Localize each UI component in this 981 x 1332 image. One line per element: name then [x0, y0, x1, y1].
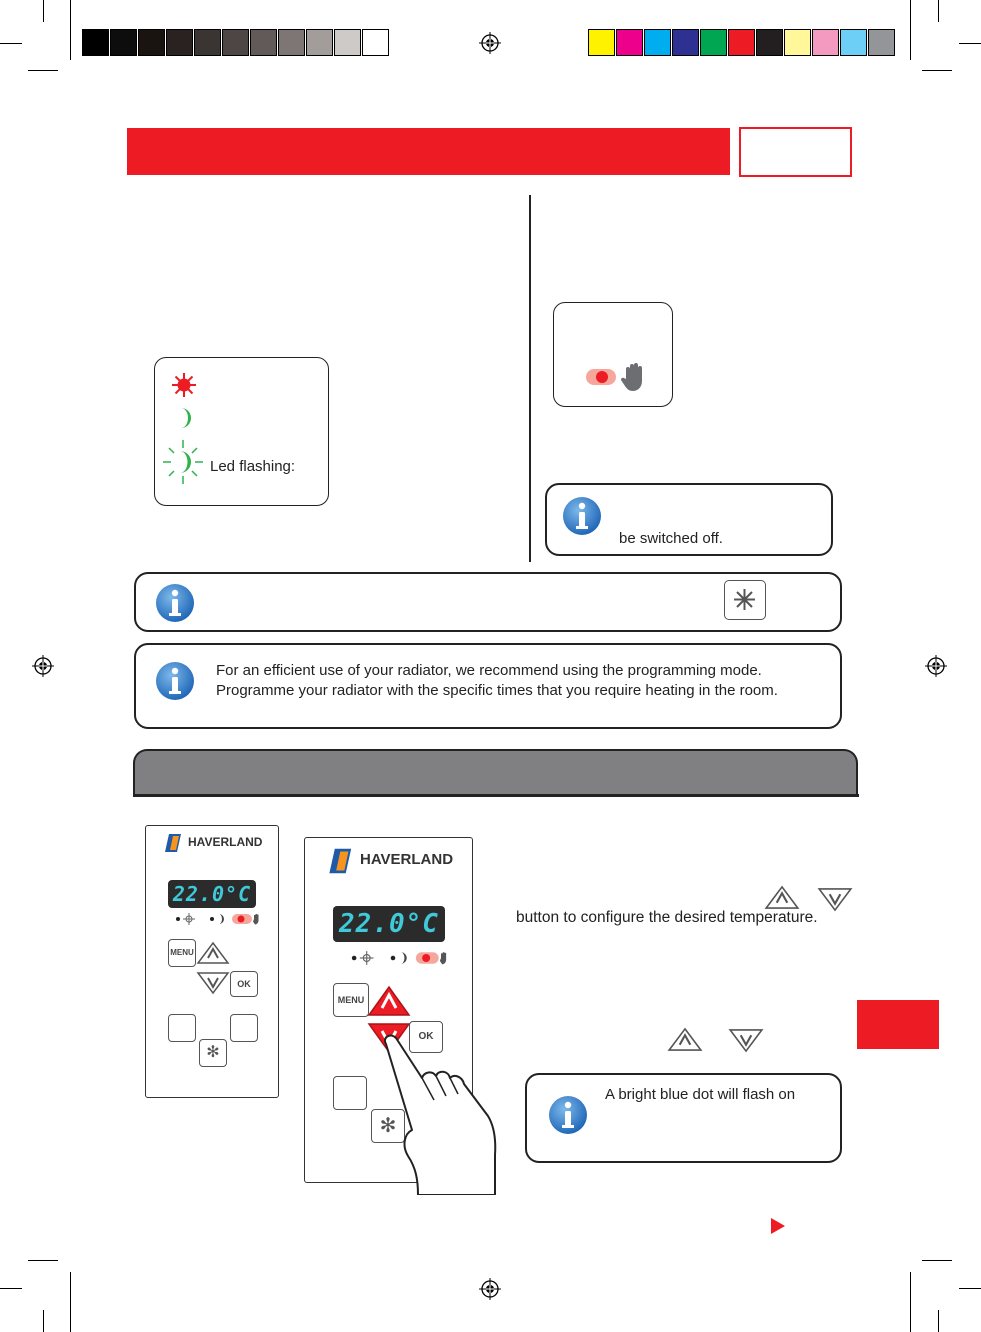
crop-mark [28, 1260, 58, 1261]
crop-mark [0, 1288, 22, 1289]
section-header-underline [133, 794, 859, 797]
section-header-bar [133, 749, 858, 796]
crop-mark [910, 0, 911, 60]
color-swatch [840, 29, 867, 56]
crop-mark [28, 70, 58, 71]
color-swatch [194, 29, 221, 56]
crop-mark [959, 1288, 981, 1289]
side-page-tab [857, 1000, 939, 1049]
color-swatch [82, 29, 109, 56]
registration-mark-icon [479, 1278, 501, 1300]
frost-button-icon [724, 580, 766, 620]
info-icon [155, 661, 195, 701]
color-swatch [672, 29, 699, 56]
color-swatch [306, 29, 333, 56]
crop-mark [959, 43, 981, 44]
moon-led-flashing-icon [161, 438, 205, 486]
mode-leds-icon [341, 950, 461, 966]
crop-mark [922, 1260, 952, 1261]
ok-button[interactable]: OK [409, 1021, 443, 1053]
brand-name: HAVERLAND [188, 835, 263, 849]
crop-mark [922, 70, 952, 71]
color-swatch [756, 29, 783, 56]
header-bar [127, 128, 730, 175]
manual-mode-box [553, 302, 673, 407]
led-legend-box [154, 357, 329, 506]
color-swatch [222, 29, 249, 56]
down-arrow-button-icon [817, 886, 853, 913]
down-arrow-button-icon [728, 1027, 764, 1054]
crop-mark [938, 0, 939, 22]
crop-mark [43, 0, 44, 22]
crop-mark [43, 1310, 44, 1332]
frost-button-small[interactable]: ✻ [199, 1039, 227, 1067]
up-arrow-button-icon [667, 1026, 703, 1053]
up-arrow-button-icon [764, 884, 800, 911]
temperature-display: 22.0°C [333, 906, 445, 942]
programming-info-line2: Programme your radiator with the specific times that you require heating in the room. [216, 682, 778, 699]
haverland-logo-icon [165, 832, 185, 854]
crop-mark [70, 0, 71, 60]
menu-button[interactable]: MENU [333, 983, 369, 1017]
manual-button-small[interactable] [230, 1014, 258, 1042]
pointing-hand-icon [378, 1030, 498, 1195]
menu-button-small[interactable]: MENU [168, 939, 196, 967]
color-swatch [616, 29, 643, 56]
color-swatch [278, 29, 305, 56]
color-swatch [812, 29, 839, 56]
color-swatch [728, 29, 755, 56]
mode-leds-icon [174, 912, 264, 926]
color-swatch [110, 29, 137, 56]
crop-mark [910, 1272, 911, 1332]
header-tab [739, 127, 852, 177]
crop-mark [70, 1272, 71, 1332]
ok-button-small[interactable]: OK [230, 971, 258, 997]
registration-mark-icon [925, 655, 947, 677]
up-button-highlighted[interactable] [367, 985, 411, 1017]
manual-led-icon [586, 367, 616, 387]
frost-button[interactable]: ✻ [371, 1109, 405, 1143]
crop-mark [938, 1310, 939, 1332]
sun-led-icon [171, 372, 197, 398]
brand-name: HAVERLAND [360, 851, 454, 868]
info-icon [562, 496, 602, 536]
switch-off-info-text: be switched off. [619, 530, 723, 547]
light-button-small[interactable] [168, 1014, 196, 1042]
color-swatch [334, 29, 361, 56]
registration-mark-icon [479, 32, 501, 54]
hand-icon [620, 361, 650, 393]
instruction-line: button to configure the desired temperature. [516, 909, 818, 926]
down-button-small[interactable] [196, 971, 230, 995]
color-swatch [250, 29, 277, 56]
programming-info-line1: For an efficient use of your radiator, we recommend using the programming mode. [216, 662, 762, 679]
next-page-arrow-icon[interactable] [770, 1217, 786, 1235]
up-button-small[interactable] [196, 941, 230, 965]
column-divider [529, 195, 531, 562]
registration-mark-icon [32, 655, 54, 677]
blue-dot-info-text: A bright blue dot will flash on [605, 1086, 796, 1103]
thermostat-panel-small [145, 825, 279, 1098]
color-swatch [868, 29, 895, 56]
info-icon [155, 583, 195, 623]
color-swatch [784, 29, 811, 56]
temperature-display: 22.0°C [168, 880, 256, 908]
light-button[interactable] [333, 1076, 367, 1110]
color-swatch [700, 29, 727, 56]
moon-led-icon [173, 406, 195, 430]
crop-mark [0, 43, 22, 44]
color-swatch [362, 29, 389, 56]
led-flashing-label: Led flashing: [210, 458, 296, 475]
info-icon [548, 1095, 588, 1135]
color-swatch [166, 29, 193, 56]
color-swatch [588, 29, 615, 56]
color-swatch [644, 29, 671, 56]
color-swatch [138, 29, 165, 56]
haverland-logo-icon [329, 846, 357, 876]
